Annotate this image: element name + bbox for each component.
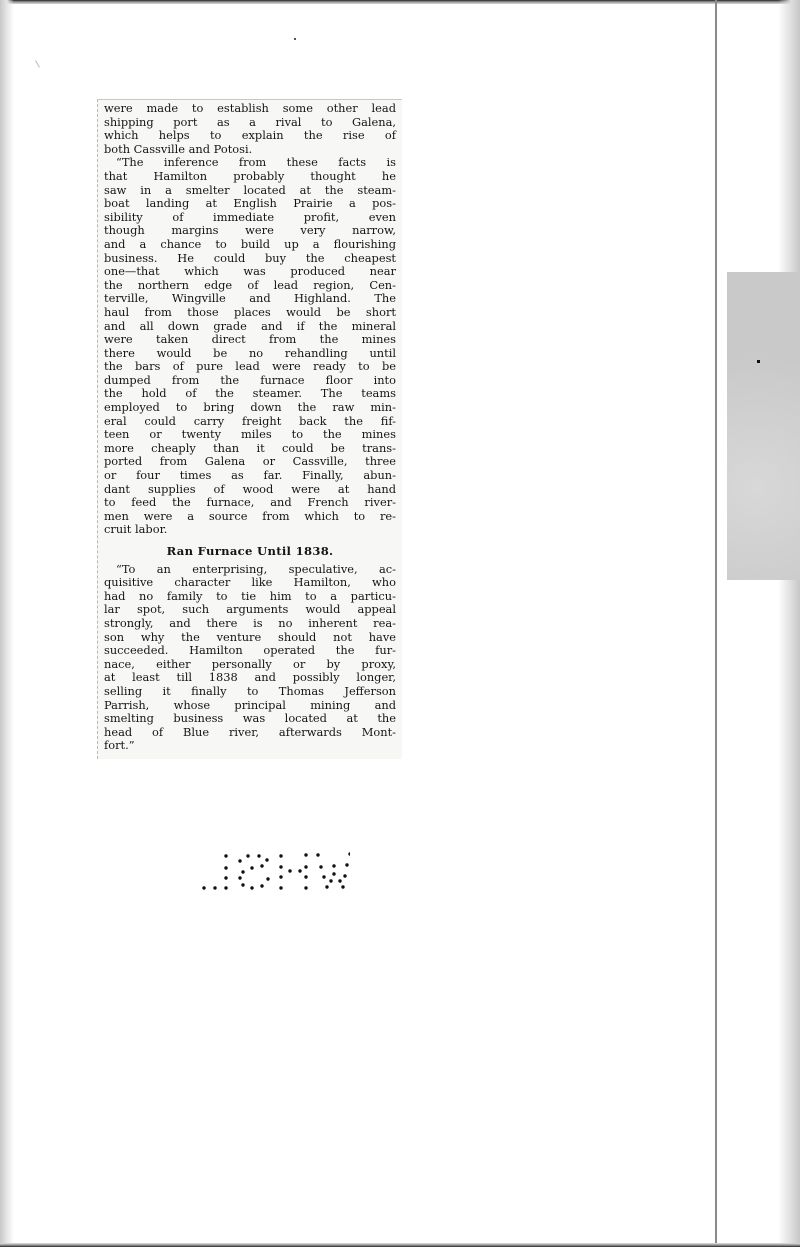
text-line: eral could carry freight back the fif- — [104, 413, 396, 428]
text-line: had no family to tie him to a particu- — [104, 588, 396, 603]
text-line: lar spot, such arguments would appeal — [104, 602, 396, 617]
text-line: succeeded. Hamilton operated the fur- — [104, 643, 396, 658]
text-line: more cheaply than it could be trans- — [104, 440, 396, 455]
page-fold-line — [715, 0, 717, 1247]
text-line: both Cassville and Potosi. — [104, 141, 253, 156]
perforation-dots-icon — [190, 848, 350, 898]
text-line: haul from those places would be short — [104, 304, 396, 319]
text-line: the bars of pure lead were ready to be — [104, 359, 396, 374]
tab-speck — [757, 360, 760, 363]
text-line: fort.” — [104, 738, 135, 753]
gray-index-tab — [727, 272, 800, 580]
text-line: were taken direct from the mines — [104, 332, 396, 347]
text-line: shipping port as a rival to Galena, — [104, 114, 396, 129]
section-subheading: Ran Furnace Until 1838. — [166, 544, 334, 558]
text-line: though margins were very narrow, — [104, 223, 396, 238]
text-line: ported from Galena or Cassville, three — [104, 454, 396, 469]
text-line: employed to bring down the raw min- — [104, 400, 396, 415]
text-line: the hold of the steamer. The teams — [104, 386, 396, 401]
newspaper-clipping — [97, 99, 402, 759]
text-line: were made to establish some other lead — [104, 101, 396, 115]
text-line: and a chance to build up a flourishing — [104, 236, 396, 251]
text-line: dant supplies of wood were at hand — [104, 481, 396, 496]
text-line: Parrish, whose principal mining and — [104, 697, 396, 712]
text-line: to feed the furnace, and French river- — [104, 495, 396, 510]
text-line: “The inference from these facts is — [116, 155, 396, 170]
text-line: son why the venture should not have — [104, 629, 396, 644]
page-left-shadow — [0, 0, 14, 1247]
perforated-stamp — [190, 848, 350, 898]
page-bottom-edge — [0, 1243, 800, 1247]
text-line: dumped from the furnace floor into — [104, 372, 396, 387]
text-line: sibility of immediate profit, even — [104, 209, 396, 224]
text-line: nace, either personally or by proxy, — [104, 656, 396, 671]
text-line: there would be no rehandling until — [104, 345, 396, 360]
text-line: smelting business was located at the — [104, 711, 396, 726]
text-line: terville, Wingville and Highland. The — [104, 291, 396, 306]
text-line: the northern edge of lead region, Cen- — [104, 277, 396, 292]
text-line: that Hamilton probably thought he — [104, 168, 396, 183]
text-line: quisitive character like Hamilton, who — [104, 575, 396, 590]
text-line: cruit labor. — [104, 522, 168, 537]
paragraph-3 — [104, 563, 396, 753]
text-line: boat landing at English Prairie a pos- — [104, 196, 396, 211]
text-line: business. He could buy the cheapest — [104, 250, 396, 265]
text-line: or four times as far. Finally, abun- — [104, 468, 396, 483]
text-line: saw in a smelter located at the steam- — [104, 182, 396, 197]
text-line: selling it finally to Thomas Jefferson — [104, 683, 396, 698]
stray-speck — [294, 38, 296, 40]
text-line: “To an enterprising, speculative, ac- — [116, 561, 396, 576]
page-right-shadow — [778, 0, 800, 1247]
text-line: strongly, and there is no inherent rea- — [104, 615, 396, 630]
stray-mark — [35, 60, 40, 67]
paragraph-1 — [104, 102, 396, 156]
paragraph-2 — [104, 156, 396, 537]
text-line: head of Blue river, afterwards Mont- — [104, 724, 396, 739]
page-top-edge — [0, 0, 800, 4]
text-line: at least till 1838 and possibly longer, — [104, 670, 396, 685]
text-line: men were a source from which to re- — [104, 508, 396, 523]
text-line: one—that which was produced near — [104, 264, 396, 279]
text-line: and all down grade and if the mineral — [104, 318, 396, 333]
text-line: which helps to explain the rise of — [104, 128, 396, 143]
text-line: teen or twenty miles to the mines — [104, 427, 396, 442]
